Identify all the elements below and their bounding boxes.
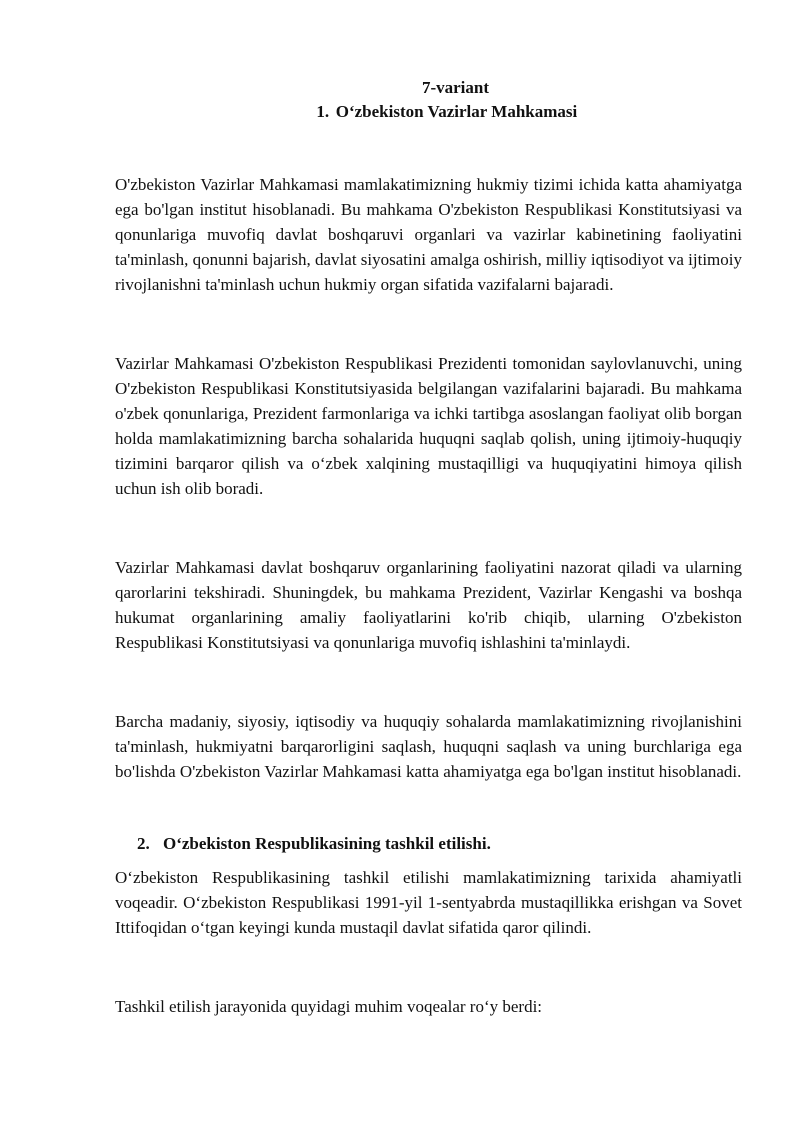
section2-number: 2.	[137, 834, 150, 853]
section2-heading	[137, 832, 742, 856]
document-page	[115, 76, 742, 1019]
section1-paragraph-4: Barcha madaniy, siyosiy, iqtisodiy va huquqiy sohalarda mamlakatimizning rivojlanishini ta'minlash, hukmiyatni barqarorligini saqlash, huquqni saqlash va uning burchlariga ega bo'lishda O'zbekiston Vazirlar Mahkamasi katta ahamiyatga ega bo'lgan institut hisoblanadi.	[115, 712, 742, 781]
section1-number: 1.	[316, 102, 330, 121]
section1-paragraph-3: Vazirlar Mahkamasi davlat boshqaruv organlarining faoliyatini nazorat qiladi va ularning qarorlarini tekshiradi. Shuningdek, bu mahkama Prezident, Vazirlar Kengashi va boshqa hukumat organlarining amaliy faoliyatlarini ko'rib chiqib, ularning O'zbekiston Respublikasi Konstitutsiyasi va qonunlariga muvofiq ishlashini ta'minlaydi.	[115, 558, 742, 652]
section1-title: O‘zbekiston Vazirlar Mahkamasi	[335, 102, 578, 121]
section1-paragraph-2: Vazirlar Mahkamasi O'zbekiston Respublikasi Prezidenti tomonidan saylovlanuvchi, uning O'zbekiston Respublikasi Konstitutsiyasida belgilangan vazifalarini bajaradi. Bu mahkama o'zbek qonunlariga, Prezident farmonlariga va ichki tartibga asoslangan faoliyat olib borgan holda mamlakatimizning barcha sohalarida huquqni saqlab qolish, uning ijtimoiy-huquqiy tizimini barqaror qilish va o‘zbek xalqining mustaqilligi va huquqiyatini himoya qilish uchun ish olib boradi.	[115, 354, 742, 498]
section1-paragraph-1: O'zbekiston Vazirlar Mahkamasi mamlakatimizning hukmiy tizimi ichida katta ahamiyatga ega bo'lgan institut hisoblanadi. Bu mahkama O'zbekiston Respublikasi Konstitutsiyasi va qonunlariga muvofiq davlat boshqaruvi organlari va vazirlar kabinetining faoliyatini ta'minlash, qonunni bajarish, davlat siyosatini amalga oshirish, milliy iqtisodiyot va ijtimoiy rivojlanishni ta'minlash uchun hukmiy organ sifatida vazifalarni bajaradi.	[115, 175, 742, 294]
section2-title: O‘zbekiston Respublikasining tashkil etilishi.	[163, 834, 491, 853]
section1-heading	[115, 100, 742, 124]
variant-label: 7-variant	[421, 78, 490, 97]
section2-paragraph-1: O‘zbekiston Respublikasining tashkil etilishi mamlakatimizning tarixida ahamiyatli voqeadir. O‘zbekiston Respublikasi 1991-yil 1-sentyabrda mustaqillikka erishgan va Sovet Ittifoqidan o‘tgan keyingi kunda mustaqil davlat sifatida qaror qilindi.	[115, 868, 742, 937]
section2-paragraph-2: Tashkil etilish jarayonida quyidagi muhim voqealar ro‘y berdi:	[115, 997, 543, 1016]
